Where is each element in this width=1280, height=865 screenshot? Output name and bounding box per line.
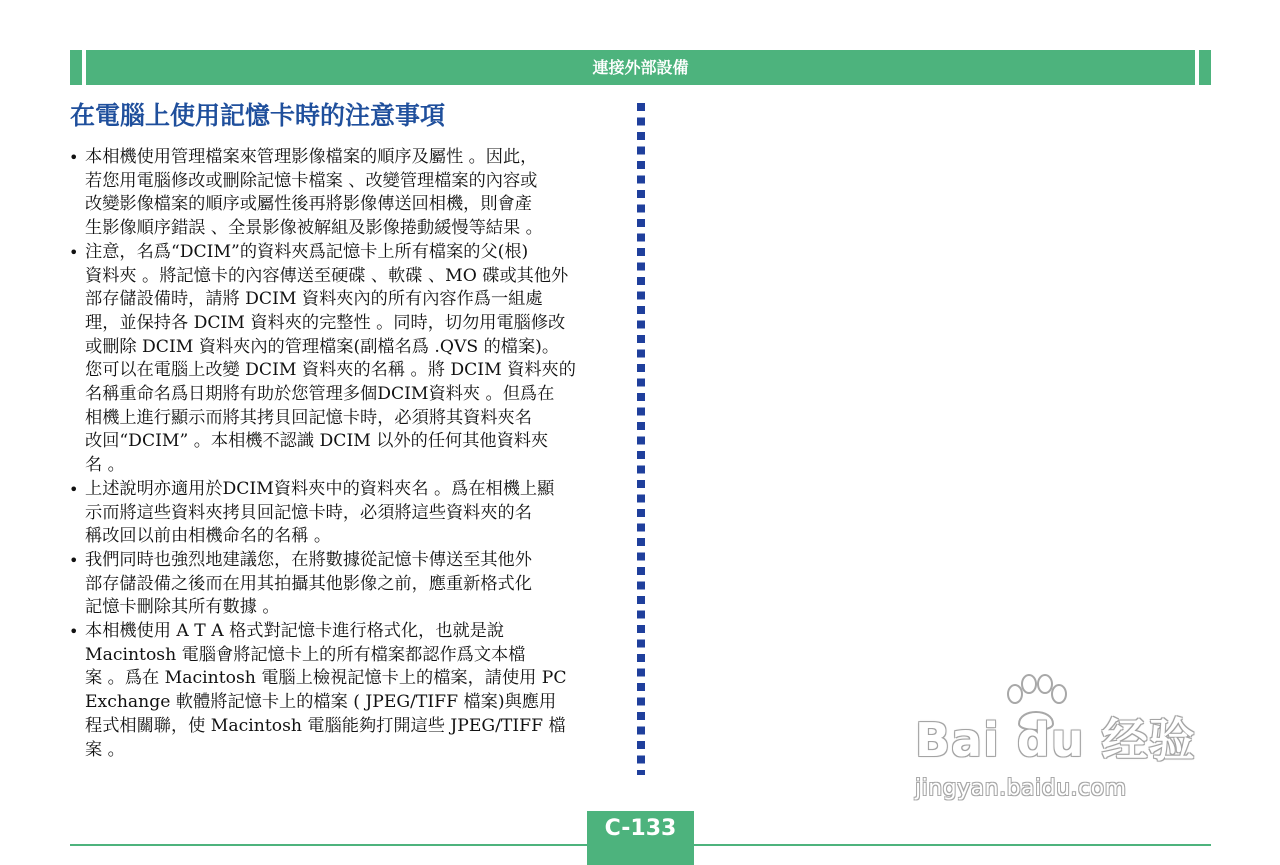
bullet-line: 記憶卡刪除其所有數據 。 [85, 597, 280, 618]
bullet-line: 改回“DCIM” 。本相機不認識 DCIM 以外的任何其他資料夾 [85, 431, 549, 452]
bullet-line: 程式相關聯，使 Macintosh 電腦能夠打開這些 JPEG/TIFF 檔 [85, 715, 566, 736]
bullet-line: • 本相機使用 A T A 格式對記憶卡進行格式化，也就是說 [85, 621, 505, 642]
bullet-line: 您可以在電腦上改變 DCIM 資料夾的名稱 。將 DCIM 資料夾的 [85, 360, 576, 381]
notes-list [68, 146, 608, 762]
bullet-item [68, 549, 608, 620]
bullet-line: 資料夾 。將記憶卡的內容傳送至硬碟 、軟碟 、MO 碟或其他外 [85, 265, 569, 286]
section-header-bar [70, 50, 1211, 85]
bullet-item [68, 146, 608, 241]
bullet-line: • 我們同時也強烈地建議您，在將數據從記憶卡傳送至其他外 [85, 549, 532, 570]
bullet-line: 理，並保持各 DCIM 資料夾的完整性 。同時，切勿用電腦修改 [85, 312, 566, 333]
watermark-brand: Bai du 经验 [915, 713, 1196, 767]
bullet-line: 名 。 [85, 455, 125, 476]
bullet-line: 相機上進行顯示而將其拷貝回記憶卡時，必須將其資料夾名 [85, 407, 532, 428]
column-divider [635, 103, 647, 775]
section-header-title: 連接外部設備 [592, 58, 689, 77]
bullet-line: • 注意，名爲“DCIM”的資料夾爲記憶卡上所有檔案的父(根) [85, 241, 529, 262]
bullet-line: 生影像順序錯誤 、全景影像被解組及影像捲動緩慢等結果 。 [85, 218, 543, 239]
baidu-watermark [905, 672, 1205, 812]
bullet-line: 部存儲設備之後而在用其拍攝其他影像之前，應重新格式化 [85, 573, 532, 594]
bullet-line: 或刪除 DCIM 資料夾內的管理檔案(副檔名爲 .QVS 的檔案)。 [85, 336, 560, 357]
bullet-line: 改變影像檔案的順序或屬性後再將影像傳送回相機，則會產 [85, 194, 532, 215]
bullet-line: 案 。爲在 Macintosh 電腦上檢視記憶卡上的檔案，請使用 PC [85, 668, 567, 689]
watermark-url: jingyan.baidu.com [915, 776, 1127, 801]
bullet-line: 示而將這些資料夾拷貝回記憶卡時，必須將這些資料夾的名 [85, 502, 532, 523]
bullet-line: Macintosh 電腦會將記憶卡上的所有檔案都認作爲文本檔 [85, 644, 526, 665]
bullet-line: 部存儲設備時，請將 DCIM 資料夾內的所有內容作爲一組處 [85, 289, 543, 310]
bullet-line: 案 。 [85, 739, 125, 760]
bullet-item [68, 478, 608, 549]
bullet-line: • 上述說明亦適用於DCIM資料夾中的資料夾名 。爲在相機上顯 [85, 478, 555, 499]
bullet-line: 稱改回以前由相機命名的名稱 。 [85, 526, 332, 547]
page-title: 在電腦上使用記憶卡時的注意事項 [70, 101, 446, 130]
bullet-line: Exchange 軟體將記憶卡上的檔案 ( JPEG/TIFF 檔案)與應用 [85, 692, 557, 713]
page-number: C-133 [587, 811, 694, 865]
bullet-item [68, 620, 608, 762]
bullet-item [68, 241, 608, 478]
bullet-line: 名稱重命名爲日期將有助於您管理多個DCIM資料夾 。但爲在 [85, 384, 555, 405]
bullet-line: • 本相機使用管理檔案來管理影像檔案的順序及屬性 。因此， [85, 147, 538, 167]
bullet-line: 若您用電腦修改或刪除記憶卡檔案 、改變管理檔案的內容或 [85, 170, 538, 191]
